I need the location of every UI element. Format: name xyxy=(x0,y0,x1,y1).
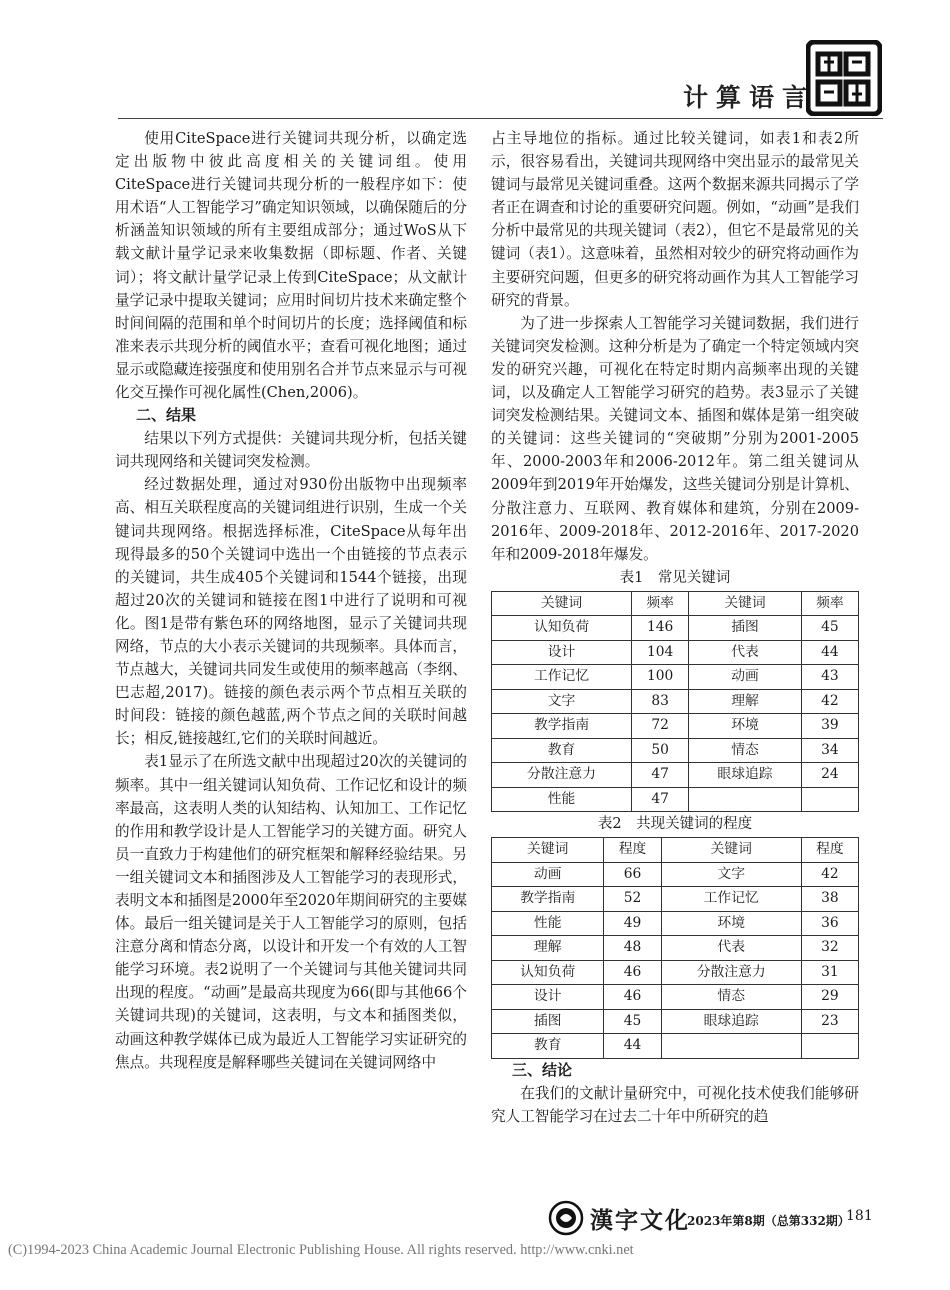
table-cell: 46 xyxy=(604,985,661,1010)
table-row xyxy=(492,665,859,690)
table-cell: 代表 xyxy=(661,936,801,961)
table-row xyxy=(492,738,859,763)
table-cell: 34 xyxy=(801,738,858,763)
column-title: 计算语言 xyxy=(683,83,816,112)
table-row xyxy=(492,960,859,985)
copyright-notice: (C)1994-2023 China Academic Journal Electronic Publishing House. All rights reserved. http://www.cnki.net xyxy=(8,1242,634,1258)
table-cell: 31 xyxy=(801,960,858,985)
table-row xyxy=(492,689,859,714)
table-cell: 认知负荷 xyxy=(492,616,632,641)
table-cell xyxy=(689,787,801,812)
table-cell: 29 xyxy=(801,985,858,1010)
table-cell: 眼球追踪 xyxy=(689,763,801,788)
table-cell: 46 xyxy=(604,960,661,985)
table-cell: 动画 xyxy=(689,665,801,690)
table-header-cell: 关键词 xyxy=(689,591,801,616)
table-row xyxy=(492,640,859,665)
table-cell: 分散注意力 xyxy=(492,763,632,788)
table-row xyxy=(492,936,859,961)
table-cell: 眼球追踪 xyxy=(661,1009,801,1034)
table-header-row xyxy=(492,838,859,863)
page-number: 181 xyxy=(846,1208,873,1224)
table-cell: 66 xyxy=(604,862,661,887)
table-header-row xyxy=(492,591,859,616)
table-cell: 23 xyxy=(801,1009,858,1034)
table-cell: 44 xyxy=(801,640,858,665)
table-cell: 代表 xyxy=(689,640,801,665)
table-header-cell: 频率 xyxy=(801,591,858,616)
table2-caption: 表2 共现关键词的程度 xyxy=(597,816,753,833)
table-cell: 设计 xyxy=(492,640,632,665)
table-row xyxy=(492,911,859,936)
table-cell: 设计 xyxy=(492,985,604,1010)
paragraph: 表1显示了在所选文献中出现超过20次的关键词的频率。其中一组关键词认知负荷、工作记忆和设计的频率最高，这表明人类的认知结构、认知加工、工作记忆的作用和教学设计是人工智能学习的关键方面。研究人员一直致力于构建他们的研究框架和解释经验结果。另一组关键词文本和插图涉及人工智能学习的表现形式，表明文本和插图是2000年至2020年期间研究的主要媒体。最后一组关键词是关于人工智能学习的原则，包括注意分离和情态分离，以设计和开发一个有效的人工智能学习环境。表2说明了一个关键词与其他关键词共同出现的程度。“动画”是最高共现度为66(即与其他66个关键词共现)的关键词，这表明，与文本和插图类似，动画这种教学媒体已成为最近人工智能学习实证研究的焦点。共现程度是解释哪些关键词在关键词网络中 xyxy=(115,753,467,1071)
table-cell: 分散注意力 xyxy=(661,960,801,985)
table-cell: 72 xyxy=(632,714,689,739)
table-row xyxy=(492,616,859,641)
table-cell: 100 xyxy=(632,665,689,690)
table-cell: 性能 xyxy=(492,787,632,812)
paragraph: 经过数据处理，通过对930份出版物中出现频率高、相互关联程度高的关键词组进行识别，生成一个关键词共现网络。根据选择标准，CiteSpace从每年出现得最多的50个关键词中选出一个由链接的节点表示的关键词，共生成405个关键词和1544个链接，出现超过20次的关键词和链接在图1中进行了说明和可视化。图1是带有紫色环的网络地图，显示了关键词共现网络，节点的大小表示关键词的共现频率。具体而言，节点越大，关键词共同发生或使用的频率越高（李纲、巴志超,2017)。链接的颜色表示两个节点相互关联的时间段：链接的颜色越蓝,两个节点之间的关联时间越长；相反,链接越红,它们的关联时间越近。 xyxy=(115,476,467,748)
table-cell xyxy=(801,1034,858,1059)
table-header-cell: 程度 xyxy=(604,838,661,863)
table-cell: 42 xyxy=(801,689,858,714)
brand-emblem-icon xyxy=(548,1200,584,1236)
table-cell: 插图 xyxy=(689,616,801,641)
table-row xyxy=(492,1009,859,1034)
table-cell: 教育 xyxy=(492,1034,604,1059)
table-cell: 52 xyxy=(604,887,661,912)
table-cell: 认知负荷 xyxy=(492,960,604,985)
table-cell: 50 xyxy=(632,738,689,763)
table-header-cell: 程度 xyxy=(801,838,858,863)
table-cell: 教学指南 xyxy=(492,714,632,739)
journal-logo-seal xyxy=(806,40,882,116)
table-cell: 教育 xyxy=(492,738,632,763)
footer-brand: 漢字文化 xyxy=(590,1207,690,1234)
table-cell: 83 xyxy=(632,689,689,714)
table1-caption: 表1 常见关键词 xyxy=(619,569,731,586)
table-cell: 理解 xyxy=(492,936,604,961)
table-cell: 32 xyxy=(801,936,858,961)
table-row xyxy=(492,887,859,912)
table-cell: 性能 xyxy=(492,911,604,936)
table-header-cell: 频率 xyxy=(632,591,689,616)
issue-info: 2023年第8期（总第332期） xyxy=(687,1214,850,1228)
header-divider xyxy=(118,118,883,119)
table-cell: 43 xyxy=(801,665,858,690)
table-row xyxy=(492,862,859,887)
section-heading: 二、结果 xyxy=(136,406,197,425)
table-row xyxy=(492,1034,859,1059)
paragraph: 占主导地位的指标。通过比较关键词，如表1和表2所示，很容易看出，关键词共现网络中突出显示的最常见关键词与最常见关键词重叠。这两个数据来源共同揭示了学者正在调查和讨论的重要研究问题。例如，“动画”是我们分析中最常见的共现关键词（表2），但它不是最常见的关键词（表1）。这意味着，虽然相对较少的研究将动画作为主要研究问题，但更多的研究将动画作为其人工智能学习研究的背景。 xyxy=(491,130,859,309)
table-header-cell: 关键词 xyxy=(492,838,604,863)
table-cell: 47 xyxy=(632,787,689,812)
table-cell: 49 xyxy=(604,911,661,936)
table1-keywords xyxy=(491,591,859,813)
table-cell: 47 xyxy=(632,763,689,788)
table-cell: 情态 xyxy=(661,985,801,1010)
table-cell: 42 xyxy=(801,862,858,887)
right-column xyxy=(491,127,859,1128)
table-header-cell: 关键词 xyxy=(492,591,632,616)
paragraph: 为了进一步探索人工智能学习关键词数据，我们进行关键词突发检测。这种分析是为了确定一个特定领域内突发的研究兴趣，可视化在特定时期内高频率出现的关键词，以及确定人工智能学习研究的趋势。表3显示了关键词突发检测结果。关键词文本、插图和媒体是第一组突破的关键词：这些关键词的“突破期”分别为2001-2005年、2000-2003年和2006-2012年。第二组关键词从2009年到2019年开始爆发，这些关键词分别是计算机、分散注意力、互联网、教育媒体和建筑，分别在2009-2016年、2009-2018年、2012-2016年、2017-2020年和2009-2018年爆发。 xyxy=(491,314,859,563)
table-cell: 动画 xyxy=(492,862,604,887)
table-cell: 工作记忆 xyxy=(661,887,801,912)
table-cell: 环境 xyxy=(689,714,801,739)
table-cell: 44 xyxy=(604,1034,661,1059)
table-cell: 插图 xyxy=(492,1009,604,1034)
table-cell: 36 xyxy=(801,911,858,936)
table-cell: 45 xyxy=(801,616,858,641)
table-row xyxy=(492,985,859,1010)
paragraph: 在我们的文献计量研究中，可视化技术使我们能够研究人工智能学习在过去二十年中所研究的趋 xyxy=(491,1084,859,1125)
table-cell: 45 xyxy=(604,1009,661,1034)
table-cell: 理解 xyxy=(689,689,801,714)
table-cell: 工作记忆 xyxy=(492,665,632,690)
table-cell: 文字 xyxy=(492,689,632,714)
table2-cooccurrence xyxy=(491,837,859,1059)
section-heading: 三、结论 xyxy=(512,1060,573,1079)
table-row xyxy=(492,787,859,812)
table-cell: 24 xyxy=(801,763,858,788)
table-cell: 环境 xyxy=(661,911,801,936)
table-cell: 38 xyxy=(801,887,858,912)
table-cell: 教学指南 xyxy=(492,887,604,912)
table-cell xyxy=(661,1034,801,1059)
table-row xyxy=(492,763,859,788)
table-header-cell: 关键词 xyxy=(661,838,801,863)
table-cell: 文字 xyxy=(661,862,801,887)
table-cell: 39 xyxy=(801,714,858,739)
table-cell: 48 xyxy=(604,936,661,961)
table-cell: 146 xyxy=(632,616,689,641)
left-column xyxy=(115,127,467,1074)
table-row xyxy=(492,714,859,739)
table-cell: 情态 xyxy=(689,738,801,763)
paragraph: 使用CiteSpace进行关键词共现分析，以确定选定出版物中彼此高度相关的关键词组。使用CiteSpace进行关键词共现分析的一般程序如下：使用术语“人工智能学习”确定知识领域，以确保随后的分析涵盖知识领域的所有主要组成部分；通过WoS从下载文献计量学记录来收集数据（即标题、作者、关键词）；将文献计量学记录上传到CiteSpace；从文献计量学记录中提取关键词；应用时间切片技术来确定整个时间间隔的范围和单个时间切片的长度；选择阈值和标准来表示共现分析的阈值水平；查看可视化地图；通过显示或隐藏连接强度和使用别名合并节点来显示与可视化交互操作可视化属性(Chen,2006)。 xyxy=(115,130,467,402)
table-cell: 104 xyxy=(632,640,689,665)
table-cell xyxy=(801,787,858,812)
paragraph: 结果以下列方式提供：关键词共现分析，包括关键词共现网络和关键词突发检测。 xyxy=(115,430,467,471)
